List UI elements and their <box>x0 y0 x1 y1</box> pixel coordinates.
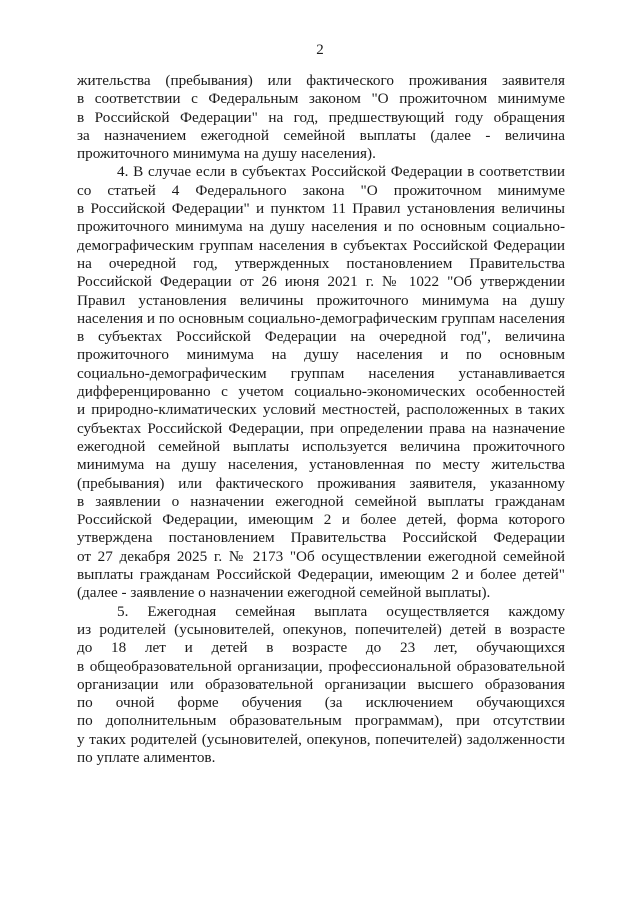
text-line: минимума на душу населения, установленная по месту жительства <box>77 456 565 474</box>
text-line: и природно-климатических условий местностей, расположенных в таких <box>77 401 565 419</box>
text-line: от 27 декабря 2025 г. № 2173 "Об осуществлении ежегодной семейной <box>77 547 565 565</box>
text-line: в субъектах Российской Федерации на очередной год", величина <box>77 328 565 346</box>
text-line: Правил установления величины прожиточного минимума на душу <box>77 291 565 309</box>
text-line: по уплате алиментов. <box>77 748 216 766</box>
text-line: (далее - заявление о назначении ежегодной семейной выплаты). <box>77 584 491 602</box>
text-line: в Российской Федерации" и пунктом 11 Правил установления величины <box>77 200 565 218</box>
text-line: прожиточного минимума на душу населения). <box>77 145 376 163</box>
text-line: 5. Ежегодная семейная выплата осуществляется каждому <box>117 602 565 620</box>
paragraph <box>77 72 565 163</box>
text-line: выплаты гражданам Российской Федерации, имеющим 2 и более детей" <box>77 566 565 584</box>
text-line: со статьей 4 Федерального закона "О прожиточном минимуме <box>77 181 565 199</box>
text-line: ежегодной семейной выплаты используется величина прожиточного <box>77 437 565 455</box>
text-line: по очной форме обучения (за исключением обучающихся <box>77 694 565 712</box>
paragraph <box>77 163 565 602</box>
text-line: в заявлении о назначении ежегодной семейной выплаты гражданам <box>77 492 565 510</box>
text-line: 4. В случае если в субъектах Российской Федерации в соответствии <box>117 163 565 181</box>
text-line: у таких родителей (усыновителей, опекунов, попечителей) задолженности <box>77 730 565 748</box>
text-line: Российской Федерации от 26 июня 2021 г. № 1022 "Об утверждении <box>77 273 565 291</box>
text-line: прожиточного минимума на душу населения и по основным <box>77 346 565 364</box>
document-body <box>77 72 565 767</box>
text-line: субъектах Российской Федерации, при определении права на назначение <box>77 419 565 437</box>
text-line: (пребывания) или фактического проживания заявителя, указанному <box>77 474 565 492</box>
text-line: населения и по основным социально-демографическим группам населения <box>77 309 565 327</box>
text-line: в общеобразовательной организации, профессиональной образовательной <box>77 657 565 675</box>
text-line: в Российской Федерации" на год, предшествующий году обращения <box>77 108 565 126</box>
text-line: в соответствии с Федеральным законом "О прожиточном минимуме <box>77 90 565 108</box>
text-line: утверждена постановлением Правительства Российской Федерации <box>77 529 565 547</box>
paragraph <box>77 603 565 768</box>
text-line: из родителей (усыновителей, опекунов, попечителей) детей в возрасте <box>77 620 565 638</box>
text-line: социально-демографическим группам населения устанавливается <box>77 364 565 382</box>
text-line: организации или образовательной организации высшего образования <box>77 675 565 693</box>
text-line: до 18 лет и детей в возрасте до 23 лет, обучающихся <box>77 639 565 657</box>
text-line: дифференцированно с учетом социально-экономических особенностей <box>77 383 565 401</box>
text-line: Российской Федерации, имеющим 2 и более детей, форма которого <box>77 511 565 529</box>
text-line: по дополнительным образовательным программам), при отсутствии <box>77 712 565 730</box>
text-line: на очередной год, утвержденных постановлением Правительства <box>77 254 565 272</box>
text-line: за назначением ежегодной семейной выплаты (далее - величина <box>77 126 565 144</box>
text-line: демографическим группам населения в субъектах Российской Федерации <box>77 236 565 254</box>
page-number: 2 <box>316 42 324 58</box>
text-line: жительства (пребывания) или фактического проживания заявителя <box>77 72 565 89</box>
text-line: прожиточного минимума на душу населения и по основным социально- <box>77 218 565 236</box>
